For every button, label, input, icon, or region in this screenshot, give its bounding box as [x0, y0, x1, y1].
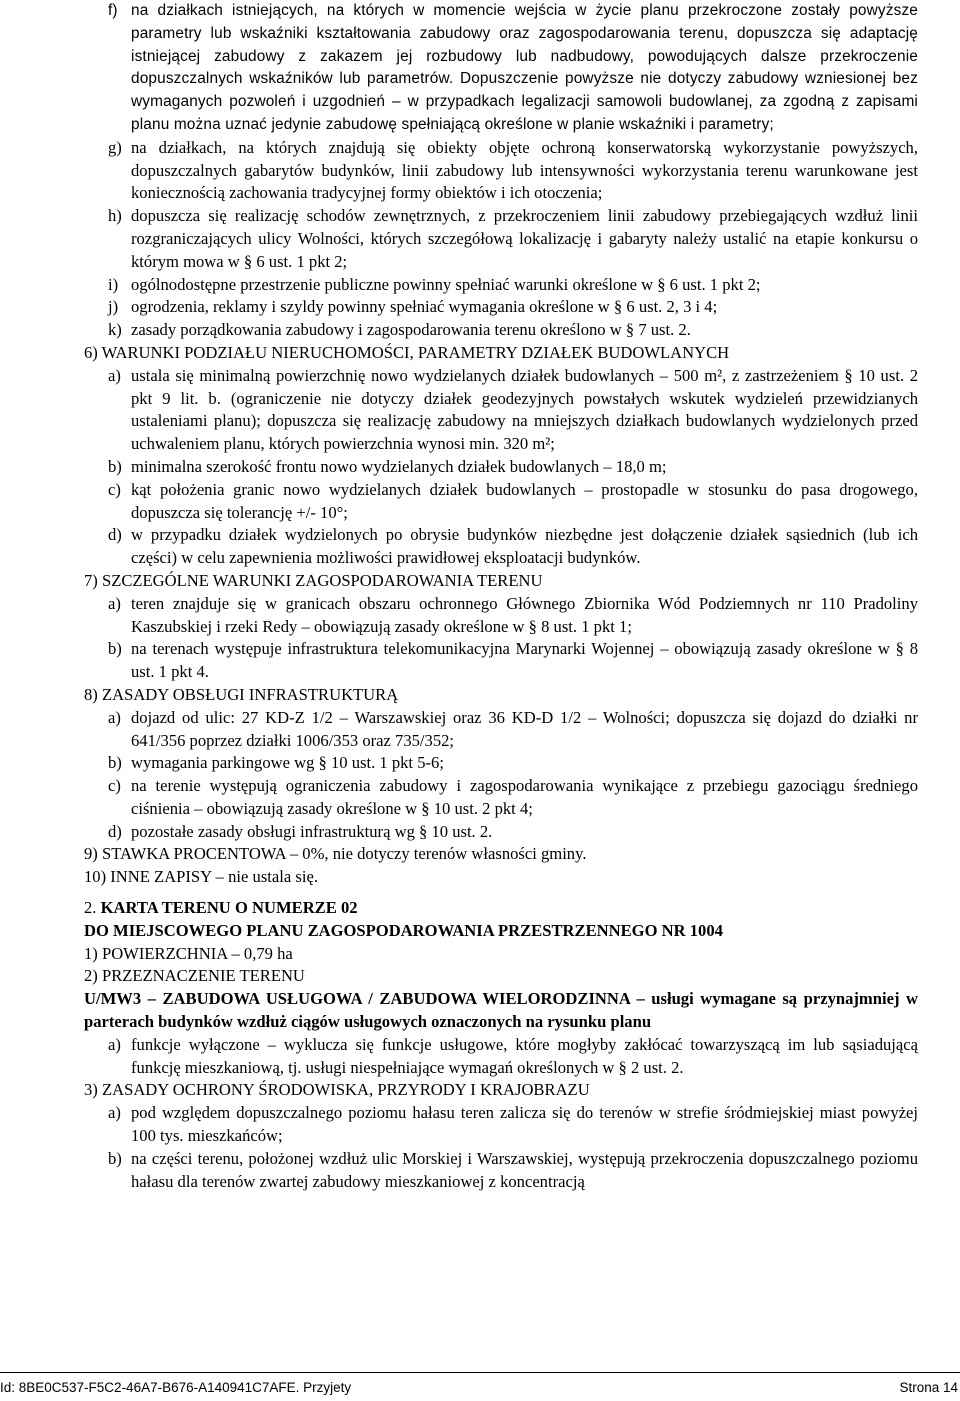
list-item-marker: h): [108, 206, 122, 226]
list-item: [84, 296, 918, 319]
list-item-text: na działkach istniejących, na których w momencie wejścia w życie planu przekroczone zostały powyższe parametry lub wskaźniki kształtowania zabudowy oraz zagospodarowania terenu, dopuszcza się adaptację istniejącej zabudowy z zakazem jej rozbudowy lub nadbudowy, powodujących dalsze przekroczenie dopuszczalnych wskaźników lub parametrów. Dopuszczenie powyższe nie dotyczy zabudowy wzniesionej bez wymaganych pozwoleń i uzgodnień – w przypadkach legalizacji samowoli budowlanej, za zgodną z zapisami planu można uznać jedynie zabudowę spełniającą określone w planie wskaźniki i parametry;: [131, 2, 918, 133]
list-item-text: teren znajduje się w granicach obszaru ochronnego Głównego Zbiornika Wód Podziemnych nr 110 Pradoliny Kaszubskiej i rzeki Redy – obowiązują zasady określone w § 8 ust. 1 pkt 1;: [131, 593, 918, 636]
list-item-marker: b): [108, 1148, 122, 1168]
list-item-text: minimalna szerokość frontu nowo wydzielanych działek budowlanych – 18,0 m;: [131, 456, 667, 476]
list-item: [84, 205, 918, 273]
card-heading: [84, 988, 918, 1034]
list-item-text: ustala się minimalną powierzchnię nowo wydzielanych działek budowlanych – 500 m², z zastrzeżeniem § 10 ust. 2 pkt 9 lit. b. (ograniczenie nie dotyczy działek geodezyjnych powstałych wskutek wydzieleń przewidzianych ustaleniami planu); dopuszcza się realizację zabudowy na mniejszych działkach budowlanych wydzielonych przed uchwaleniem planu, których powierzchnia wynosi min. 320 m²;: [131, 365, 918, 454]
list-item-marker: c): [108, 776, 121, 796]
card-heading-number: 2.: [84, 898, 101, 918]
list-item-text: na terenach występuje infrastruktura telekomunikacyjna Marynarki Wojennej – obowiązują zasady określone w § 8 ust. 1 pkt 4.: [131, 639, 918, 682]
card-heading-text: KARTA TERENU O NUMERZE 02: [100, 898, 358, 918]
list-item-marker: a): [108, 1034, 121, 1054]
list-item-text: na działkach, na których znajdują się obiekty objęte ochroną konserwatorską wykorzystanie powyższych, dopuszczalnych gabarytów budynków, linii zabudowy lub intensywności wykorzystania terenu warunkowane jest koniecznością zachowania tradycyjnej formy obiektów i ich otoczenia;: [131, 137, 918, 203]
list-item: [84, 775, 918, 821]
list-item: [84, 319, 918, 342]
card-heading: [84, 920, 918, 943]
list-item: [84, 524, 918, 570]
list-item-text: dojazd od ulic: 27 KD-Z 1/2 – Warszawskiej oraz 36 KD-D 1/2 – Wolności; dopuszcza się dojazd do działki nr 641/356 poprzez działki 1006/353 oraz 735/352;: [131, 707, 918, 750]
list-item-marker: f): [108, 2, 118, 19]
card-heading-text: U/MW3 – ZABUDOWA USŁUGOWA / ZABUDOWA WIELORODZINNA – usługi wymagane są przynajmniej w parterach budynków wzdłuż ciągów usługowych oznaczonych na rysunku planu: [84, 989, 918, 1032]
list-item-marker: a): [108, 593, 121, 613]
list-item-text: ogrodzenia, reklamy i szyldy powinny spełniać wymagania określone w § 6 ust. 2, 3 i 4;: [131, 297, 718, 317]
section-heading: 7) SZCZEGÓLNE WARUNKI ZAGOSPODAROWANIA TERENU: [84, 570, 543, 590]
list-item: [84, 1034, 918, 1080]
list-item-text: funkcje wyłączone – wyklucza się funkcje usługowe, które mogłyby zakłócać towarzyszącą im lub sąsiadującą funkcję mieszkaniową, tj. usługi niespełniające wymagań określonych w § 2 ust. 2.: [131, 1034, 918, 1077]
section-heading: 8) ZASADY OBSŁUGI INFRASTRUKTURĄ: [84, 684, 399, 704]
list-item-marker: d): [108, 821, 122, 841]
section-heading: 3) ZASADY OCHRONY ŚRODOWISKA, PRZYRODY I KRAJOBRAZU: [84, 1080, 590, 1100]
list-item-text: na terenie występują ograniczenia zabudowy i zagospodarowania wynikające z przebiegu gazociągu średniego ciśnienia – obowiązują zasady określone w § 10 ust. 2 pkt 4;: [131, 776, 918, 818]
list-item-marker: b): [108, 456, 122, 476]
list-item-text: kąt położenia granic nowo wydzielanych działek budowlanych – prostopadle w stosunku do pasa drogowego, dopuszcza się tolerancję +/- 10°;: [131, 479, 918, 522]
list-item: [84, 593, 918, 639]
list-item-marker: d): [108, 525, 122, 545]
list-item-marker: c): [108, 479, 121, 499]
section-heading: 1) POWIERZCHNIA – 0,79 ha: [84, 943, 293, 963]
list-item-text: pod względem dopuszczalnego poziomu hałasu teren zalicza się do terenów w strefie śródmiejskiej miast powyżej 100 tys. mieszkańców;: [131, 1103, 918, 1146]
list-item-text: zasady porządkowania zabudowy i zagospodarowania terenu określono w § 7 ust. 2.: [131, 320, 691, 340]
list-item-text: w przypadku działek wydzielonych po obrysie budynków niezbędne jest dołączenie działek sąsiednich (lub ich części) w celu zapewnienia możliwości prawidłowej eksploatacji budynków.: [131, 525, 918, 568]
section-heading: 9) STAWKA PROCENTOWA – 0%, nie dotyczy terenów własności gminy.: [84, 844, 587, 864]
list-item-marker: a): [108, 1103, 121, 1123]
list-item: [84, 365, 918, 456]
card-heading-text: DO MIEJSCOWEGO PLANU ZAGOSPODAROWANIA PRZESTRZENNEGO NR 1004: [84, 920, 723, 940]
list-item-marker: b): [108, 753, 122, 773]
list-item: [84, 274, 918, 297]
list-item: [84, 1102, 918, 1148]
section-spacer: [84, 889, 918, 897]
list-item-text: na części terenu, położonej wzdłuż ulic Morskiej i Warszawskiej, występują przekroczenia dopuszczalnego poziomu hałasu dla terenów zwartej zabudowy mieszkaniowej z koncentracją: [131, 1148, 918, 1191]
section-heading: 6) WARUNKI PODZIAŁU NIERUCHOMOŚCI, PARAMETRY DZIAŁEK BUDOWLANYCH: [84, 342, 730, 362]
list-item-marker: a): [108, 707, 121, 727]
list-item: [84, 752, 918, 775]
list-item-text: pozostałe zasady obsługi infrastrukturą wg § 10 ust. 2.: [131, 821, 493, 841]
list-item-text: dopuszcza się realizację schodów zewnętrznych, z przekroczeniem linii zabudowy przebiegających wzdłuż linii rozgraniczających ulicy Wolności, których szczegółową lokalizację i gabaryty należy ustalić na etapie konkursu o którym mowa w § 6 ust. 1 pkt 2;: [131, 206, 918, 271]
list-item-marker: a): [108, 365, 121, 385]
list-item: [84, 821, 918, 844]
footer-divider: [0, 1372, 960, 1373]
list-item: [84, 1148, 918, 1194]
list-item: [84, 707, 918, 753]
section-heading: 10) INNE ZAPISY – nie ustala się.: [84, 867, 318, 887]
footer-document-id: Id: 8BE0C537-F5C2-46A7-B676-A140941C7AFE. Przyjety: [0, 1380, 352, 1395]
document-body: [84, 0, 918, 1193]
list-item: [84, 638, 918, 684]
list-item-text: ogólnodostępne przestrzenie publiczne powinny spełniać warunki określone w § 6 ust. 1 pkt 2;: [131, 274, 761, 294]
list-item-marker: i): [108, 274, 119, 294]
list-item-marker: j): [108, 297, 119, 317]
list-item: [84, 479, 918, 525]
list-item: [84, 137, 918, 205]
list-item-marker: g): [108, 137, 122, 157]
list-item: [84, 0, 918, 137]
section-heading: 2) PRZEZNACZENIE TERENU: [84, 966, 305, 986]
list-item-text: wymagania parkingowe wg § 10 ust. 1 pkt 5-6;: [131, 753, 444, 773]
list-item-marker: k): [108, 320, 122, 340]
list-item: [84, 456, 918, 479]
footer-page-number: Strona 14: [899, 1380, 958, 1395]
list-item-marker: b): [108, 639, 122, 659]
card-heading: [84, 897, 918, 920]
